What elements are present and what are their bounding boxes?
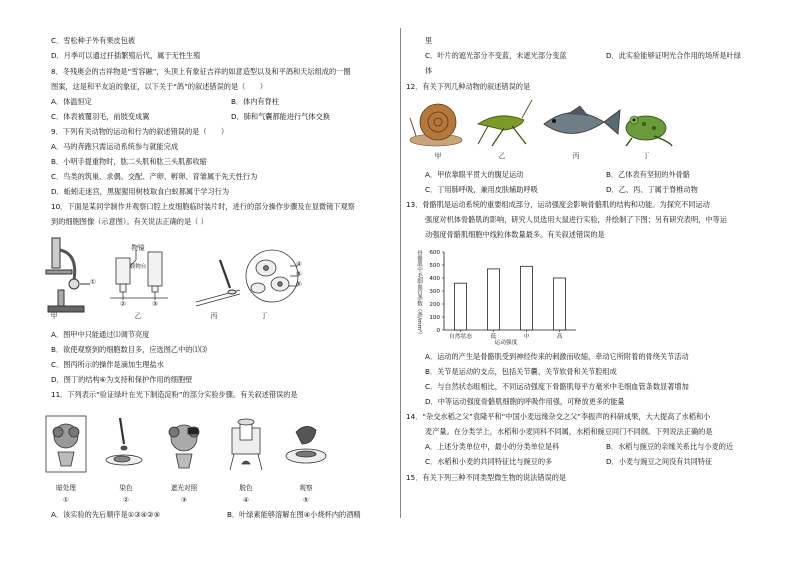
q10-figure xyxy=(44,230,304,322)
q13-option-d: D．中等运动强度骨骼肌细胞的呼吸作用强，可释放更多的能量 xyxy=(425,397,625,406)
q11-option-b-tail: 里 xyxy=(425,36,433,45)
q8-option-b: B．体内有脊柱 xyxy=(231,97,280,106)
q11-steps-svg xyxy=(44,414,334,480)
q11-stem: 11．下列表示“验证绿叶在光下制造淀粉”的部分实验步骤。有关叙述错误的是 xyxy=(51,390,298,399)
q13-chart-svg xyxy=(406,244,606,350)
q10-label-zaiwutai: 载物台 xyxy=(129,264,147,270)
bar xyxy=(455,283,467,330)
q10-label-n5: ⑤ xyxy=(296,270,302,278)
q11-step4-label: 脱色 xyxy=(239,484,253,492)
q10-label-n3: ③ xyxy=(152,300,158,308)
x-tick-label: 高 xyxy=(556,334,563,340)
q9-option-c: C．鸟类的筑巢、求偶、交配、产卵、孵卵、育雏属于先天性行为 xyxy=(51,172,258,181)
q14-option-b: B．水稻与豌豆的亲缘关系比与小麦的近 xyxy=(606,442,734,451)
y-tick-label: 300 xyxy=(429,289,440,295)
q11-step2-label: 染色 xyxy=(119,484,133,492)
q13-option-b: B．关节是运动的支点，包括关节囊、关节软骨和关节腔组成 xyxy=(425,367,617,376)
x-tick-label: 低 xyxy=(490,334,497,340)
q13-chart xyxy=(406,244,606,350)
observe-dish-icon xyxy=(286,426,326,463)
q13-option-c: C．与自然状态组相比，不同运动强度下骨骼肌每平方毫米中毛细血管条数显著增加 xyxy=(425,382,689,391)
q10-stem-line2: 到的细胞图像（示意图）。有关说法正确的是（ ） xyxy=(51,217,208,226)
q11-step3-label: 遮光对照 xyxy=(170,484,198,492)
q10-label-n2: ② xyxy=(120,300,126,308)
q10-option-c: C．图丙所示的操作是滴加生理盐水 xyxy=(51,360,164,369)
y-tick-label: 0 xyxy=(436,328,440,334)
q12-option-a: A．甲依靠眼平贯大的腹足运动 xyxy=(425,170,524,179)
y-tick-label: 600 xyxy=(429,250,440,256)
dropper-dish-icon xyxy=(106,418,142,465)
dropper-slide-icon xyxy=(196,260,240,306)
q10-label-wujing: 物镜 xyxy=(131,244,145,252)
objective-lens-icon xyxy=(110,250,168,300)
q11-step1-num: ① xyxy=(63,496,69,504)
q8-option-a: A．体温恒定 xyxy=(51,97,92,106)
grasshopper-icon xyxy=(478,100,532,146)
q14-option-c: C．水稻和小麦的共同特征比与豌豆的多 xyxy=(425,457,553,466)
y-tick-label: 200 xyxy=(429,302,440,308)
water-bath-icon xyxy=(230,419,262,470)
q10-label-n1: ① xyxy=(90,278,96,286)
q15-stem: 15．有关下列三种不同类型微生物的说法错误的是 xyxy=(406,473,567,482)
q12-label-jia: 甲 xyxy=(434,152,442,160)
q12-animals-figure xyxy=(408,94,678,166)
q10-stem-line1: 10．下面是某同学制作并观察口腔上皮细胞临时装片时，进行的部分操作步骤及在显微镜下观察 xyxy=(51,202,355,211)
q13-option-a: A．运动的产生是骨骼肌受到神经传来的刺激而收缩，牵动它所附着的骨绕关节活动 xyxy=(425,352,689,361)
q10-option-d: D．图丁的结构⑥为支持和保护作用的细胞壁 xyxy=(51,375,193,384)
q10-label-ding: 丁 xyxy=(260,312,268,320)
q10-figure-svg xyxy=(44,230,304,322)
q12-stem: 12．有关下列几种动物的叙述错误的是 xyxy=(406,82,531,91)
bar xyxy=(521,266,533,330)
q8-option-c: C．体表被覆羽毛，前肢变成翼 xyxy=(51,112,150,121)
snail-icon xyxy=(410,104,462,146)
q10-label-yi: 乙 xyxy=(134,312,142,320)
q10-option-a: A．图甲中只能通过⑴调节亮度 xyxy=(51,330,150,339)
q14-stem-line2: 麦产量。在分类学上，水稻和小麦同科不同属，水稻和豌豆同门不同纲。下列说法正确的是 xyxy=(425,427,713,436)
q14-option-d: D．小麦与豌豆之间没有共同特征 xyxy=(606,457,713,466)
y-tick-label: 500 xyxy=(429,263,440,269)
fish-icon xyxy=(544,106,620,134)
q7-option-c: C．雪松种子外有果皮包被 xyxy=(51,36,136,45)
q11-option-d: D．此实验能够证明光合作用的场所是叶绿 xyxy=(606,51,741,60)
q12-animals-svg xyxy=(408,94,678,150)
q12-option-b: B．乙体表有坚韧的外骨骼 xyxy=(606,170,690,179)
q11-steps-figure xyxy=(44,414,334,510)
bar xyxy=(488,269,500,330)
q10-label-n6: ⑥ xyxy=(296,280,302,288)
q12-label-bing: 丙 xyxy=(572,152,580,160)
frog-icon xyxy=(626,116,672,146)
q9-option-d: D．蚯蚓走迷宫，黑猩猩用树枝取食白蚁都属于学习行为 xyxy=(51,187,230,196)
q12-option-c: C．丁用肺呼吸，兼用皮肤辅助呼吸 xyxy=(425,185,538,194)
q7-option-d: D．月季可以通过扦插繁殖后代，属于无性生殖 xyxy=(51,51,201,60)
q10-label-jia: 甲 xyxy=(50,312,58,320)
cell-view-icon xyxy=(246,250,298,302)
q8-option-d: D．肺和气囊都能进行气体交换 xyxy=(231,112,330,121)
q8-stem-line1: 8．冬残奥会的吉祥物是“雪容融”，头顶上有象征吉祥的如意造型以及和平鸽和天坛组成的一圈 xyxy=(51,67,351,76)
q13-chart-ylabel: 骨骼肌中毛细血管条数（条/mm²） xyxy=(416,250,422,338)
bar xyxy=(554,278,566,330)
q11-option-b: B．叶绿素能够溶解在图④小烧杯内的酒精 xyxy=(227,510,361,519)
y-tick-label: 400 xyxy=(429,276,440,282)
x-tick-label: 自然状态 xyxy=(448,334,473,340)
q8-stem-line2: 图案，这是和平友谊的象征，以下关于“鸽”的叙述错误的是（ ） xyxy=(51,82,267,91)
plant-shade-icon xyxy=(169,425,199,468)
q13-chart-xlabel: 运动强度 xyxy=(494,340,518,346)
q10-option-b: B．欲使观察到的细胞数目多，应选图乙中的⑴⑶ xyxy=(51,345,207,354)
q11-option-c: C．叶片的遮光部分不变蓝，未遮光部分变蓝 xyxy=(425,51,567,60)
q13-stem-line3: 动强度骨骼肌细胞中线粒体数量最多。有关叙述错误的是 xyxy=(425,230,605,239)
q9-option-b: B．小明手提重物时，肱二头肌和肱三头肌都收缩 xyxy=(51,157,207,166)
microscope-icon xyxy=(46,238,90,312)
column-divider xyxy=(400,28,401,518)
x-tick-label: 中 xyxy=(523,334,530,340)
q11-step5-num: ⑤ xyxy=(303,496,309,504)
q12-option-d: D．乙、丙、丁属于脊椎动物 xyxy=(606,185,698,194)
q14-option-a: A．上述分类单位中，最小的分类单位是科 xyxy=(425,442,560,451)
q10-label-n4: ④ xyxy=(296,260,302,268)
q13-stem-line1: 13．骨骼肌是运动系统的重要组成部分，运动强度会影响骨骼肌的结构和功能。为探究不同运动 xyxy=(406,200,710,209)
q10-label-bing: 丙 xyxy=(210,312,218,320)
q9-stem: 9．下列有关动物的运动和行为的叙述错误的是（ ） xyxy=(51,127,229,136)
q11-option-a: A．该实验的先后顺序是①③④②⑤ xyxy=(51,510,161,519)
q11-step2-num: ② xyxy=(123,496,129,504)
q11-option-d-tail: 体 xyxy=(425,66,433,75)
q13-stem-line2: 强度对机体骨骼肌的影响，研究人员选用大鼠进行实验，并绘制了下图；另有研究表明，中等运 xyxy=(425,215,727,224)
q14-stem-line1: 14．“杂交水稻之父”袁隆平和“中国小麦远缘杂交之父”李振声的科研成果，大大提高了水稻和小 xyxy=(406,412,711,421)
q9-option-a: A．马的奔跑只需运动系统参与就能完成 xyxy=(51,142,179,151)
q12-label-yi: 乙 xyxy=(498,152,506,160)
y-tick-label: 100 xyxy=(429,315,440,321)
q11-step1-label: 暗处理 xyxy=(56,484,76,492)
q11-step3-num: ③ xyxy=(181,496,187,504)
q12-label-ding: 丁 xyxy=(642,152,650,160)
plant-dark-icon xyxy=(46,416,86,472)
q11-step5-label: 观察 xyxy=(299,484,313,492)
q11-step4-num: ④ xyxy=(243,496,249,504)
